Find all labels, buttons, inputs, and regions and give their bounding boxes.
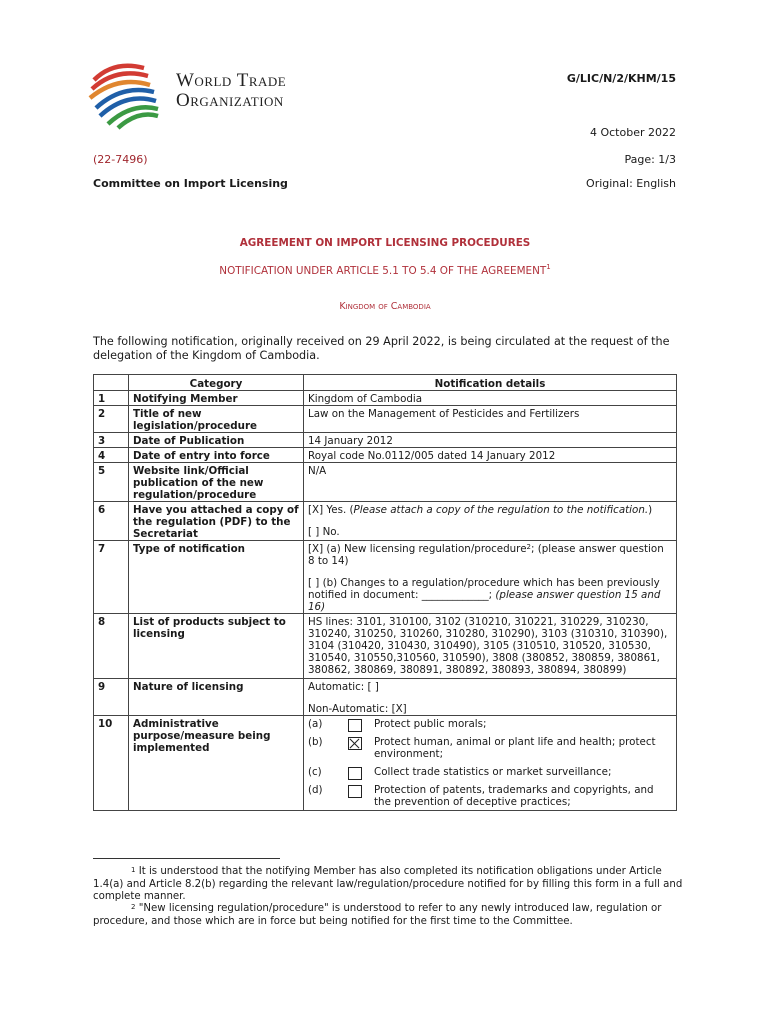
row-number: 8 — [94, 614, 129, 679]
non-automatic-option: Non-Automatic: [X] — [308, 703, 407, 715]
row-category: Date of Publication — [129, 433, 304, 448]
row-detail — [304, 716, 677, 811]
purpose-item: (a) Protect public morals; — [308, 718, 487, 730]
attachment-yes: [X] Yes. (Please attach a copy of the regulation to the notification.) — [308, 504, 653, 516]
notification-table — [93, 374, 677, 811]
table-row — [94, 406, 677, 433]
attachment-no: [ ] No. — [308, 526, 340, 538]
notifying-member-heading: Kingdom of Cambodia — [339, 301, 431, 312]
footnote-ref-1: 1 — [546, 263, 551, 271]
table-row — [94, 679, 677, 716]
row-category: Have you attached a copy of the regulation (PDF) to the Secretariat — [129, 502, 304, 541]
footnote-2: $^2$ "New licensing regulation/procedure" is understood to refer to any newly introduced law, regulation or procedure, and those which are in force but being notified for the first time to the Committee. — [93, 903, 662, 927]
table-row — [94, 433, 677, 448]
row-number: 6 — [94, 502, 129, 541]
row-category: Administrative purpose/measure being implemented — [129, 716, 304, 811]
document-symbol: G/LIC/N/2/KHM/15 — [566, 72, 676, 85]
row-detail — [304, 541, 677, 614]
original-language: Original: English — [586, 177, 676, 190]
row-category: Type of notification — [129, 541, 304, 614]
purpose-item: (c) Collect trade statistics or market surveillance; — [308, 766, 612, 778]
row-number: 3 — [94, 433, 129, 448]
row-category: Date of entry into force — [129, 448, 304, 463]
row-category: Title of new legislation/procedure — [129, 406, 304, 433]
row-detail: Kingdom of Cambodia — [304, 391, 677, 406]
row-detail: Royal code No.0112/005 dated 14 January 2012 — [304, 448, 677, 463]
checkbox-icon — [348, 719, 362, 732]
committee-name: Committee on Import Licensing — [93, 177, 288, 190]
footnote-1: $^1$ It is understood that the notifying Member has also completed its notification obligations under Article 1.4(a) and Article 8.2(b) regarding the relevant law/regulation/procedure notified for by filling this form in a full and complete manner. — [93, 866, 683, 902]
document-date: 4 October 2022 — [589, 126, 676, 139]
column-header-category: Category — [129, 375, 304, 391]
wto-logo — [84, 58, 334, 130]
row-number: 2 — [94, 406, 129, 433]
row-detail: 14 January 2012 — [304, 433, 677, 448]
table-header-row — [94, 375, 677, 391]
org-name-line1: World Trade — [176, 70, 287, 91]
row-detail — [304, 502, 677, 541]
footnote-ref-2: 2 — [526, 543, 531, 551]
table-row — [94, 463, 677, 502]
page-indicator: Page: 1/3 — [624, 153, 676, 166]
row-category: List of products subject to licensing — [129, 614, 304, 679]
footnote-divider — [93, 858, 280, 859]
row-number: 9 — [94, 679, 129, 716]
table-row — [94, 716, 677, 811]
row-number: 5 — [94, 463, 129, 502]
row-category: Nature of licensing — [129, 679, 304, 716]
automatic-option: Automatic: [ ] — [308, 681, 379, 693]
purpose-item: (d) Protection of patents, trademarks and copyrights, and the prevention of deceptive practices; — [308, 784, 654, 808]
notification-type-b: [ ] (b) Changes to a regulation/procedure which has been previously notified in document: _____________; (please answer question 15 and 16) — [308, 577, 661, 613]
row-number: 1 — [94, 391, 129, 406]
purpose-item: (b) Protect human, animal or plant life and health; protect environment; — [308, 736, 656, 760]
row-number: 4 — [94, 448, 129, 463]
checkbox-icon — [348, 767, 362, 780]
table-row — [94, 541, 677, 614]
row-number: 7 — [94, 541, 129, 614]
row-number: 10 — [94, 716, 129, 811]
column-header-details: Notification details — [304, 375, 677, 391]
table-row — [94, 448, 677, 463]
row-detail: Law on the Management of Pesticides and Fertilizers — [304, 406, 677, 433]
intro-paragraph: The following notification, originally received on 29 April 2022, is being circulated at the request of the delegation of the Kingdom of Cambodia. — [93, 335, 670, 362]
document-title: AGREEMENT ON IMPORT LICENSING PROCEDURES — [239, 237, 531, 249]
row-detail: HS lines: 3101, 310100, 3102 (310210, 310221, 310229, 310230, 310240, 310250, 310260, 310280, 310290), 3103 (310310, 310390), 3104 (310420, 310430, 310490), 3105 (310510, 310520, 310530, 310540, 310550,310560, 310590), 3808 (380852, 380859, 380861, 380862, 380869, 380891, 380892, 380893, 380894, 380899) — [304, 614, 677, 679]
subtitle-text: NOTIFICATION UNDER ARTICLE 5.1 TO 5.4 OF THE AGREEMENT — [219, 265, 547, 277]
row-detail — [304, 679, 677, 716]
table-row — [94, 391, 677, 406]
org-name-line2: Organization — [176, 90, 284, 111]
row-category: Notifying Member — [129, 391, 304, 406]
checked-checkbox-icon — [348, 737, 362, 750]
document-subtitle — [93, 265, 677, 277]
org-name — [176, 71, 286, 111]
row-category: Website link/Official publication of the new regulation/procedure — [129, 463, 304, 502]
table-row — [94, 614, 677, 679]
row-detail: N/A — [304, 463, 677, 502]
document-number: (22-7496) — [93, 153, 148, 166]
checkbox-icon — [348, 785, 362, 798]
wto-emblem-icon — [84, 58, 168, 130]
notification-type-a: [X] (a) New licensing regulation/procedure$^2$; (please answer question 8 to 14) — [308, 543, 664, 567]
table-row — [94, 502, 677, 541]
